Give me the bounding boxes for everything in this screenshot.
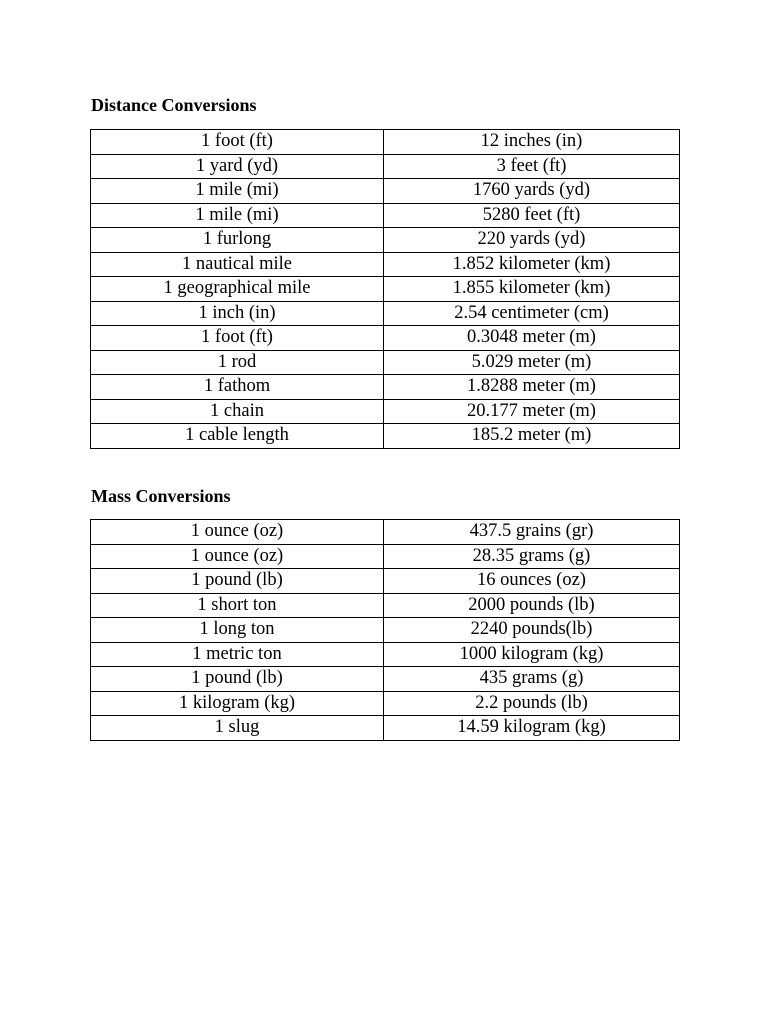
from-unit-cell: 1 pound (lb) <box>91 569 384 594</box>
from-unit-cell: 1 furlong <box>91 228 384 253</box>
from-unit-cell: 1 chain <box>91 399 384 424</box>
table-row <box>91 424 680 449</box>
from-unit-cell: 1 slug <box>91 716 384 741</box>
to-unit-cell: 14.59 kilogram (kg) <box>384 716 680 741</box>
to-unit-cell: 3 feet (ft) <box>384 154 680 179</box>
table-row <box>91 252 680 277</box>
table-row <box>91 716 680 741</box>
table-row <box>91 277 680 302</box>
to-unit-cell: 1760 yards (yd) <box>384 179 680 204</box>
table-row <box>91 544 680 569</box>
to-unit-cell: 2000 pounds (lb) <box>384 593 680 618</box>
table-row <box>91 667 680 692</box>
from-unit-cell: 1 metric ton <box>91 642 384 667</box>
table-row <box>91 130 680 155</box>
table-row <box>91 203 680 228</box>
table-row <box>91 350 680 375</box>
table-row <box>91 301 680 326</box>
to-unit-cell: 1.8288 meter (m) <box>384 375 680 400</box>
from-unit-cell: 1 inch (in) <box>91 301 384 326</box>
from-unit-cell: 1 yard (yd) <box>91 154 384 179</box>
to-unit-cell: 220 yards (yd) <box>384 228 680 253</box>
distance-conversions-heading: Distance Conversions <box>91 95 257 115</box>
table-row <box>91 375 680 400</box>
to-unit-cell: 1.855 kilometer (km) <box>384 277 680 302</box>
from-unit-cell: 1 short ton <box>91 593 384 618</box>
to-unit-cell: 185.2 meter (m) <box>384 424 680 449</box>
to-unit-cell: 20.177 meter (m) <box>384 399 680 424</box>
mass-table-body <box>91 520 680 741</box>
to-unit-cell: 28.35 grams (g) <box>384 544 680 569</box>
to-unit-cell: 1.852 kilometer (km) <box>384 252 680 277</box>
to-unit-cell: 437.5 grains (gr) <box>384 520 680 545</box>
table-row <box>91 326 680 351</box>
table-row <box>91 179 680 204</box>
to-unit-cell: 5280 feet (ft) <box>384 203 680 228</box>
from-unit-cell: 1 geographical mile <box>91 277 384 302</box>
from-unit-cell: 1 mile (mi) <box>91 179 384 204</box>
table-row <box>91 520 680 545</box>
to-unit-cell: 0.3048 meter (m) <box>384 326 680 351</box>
from-unit-cell: 1 foot (ft) <box>91 326 384 351</box>
from-unit-cell: 1 ounce (oz) <box>91 544 384 569</box>
distance-conversions-table <box>90 129 680 449</box>
mass-conversions-heading: Mass Conversions <box>91 486 231 506</box>
to-unit-cell: 2240 pounds(lb) <box>384 618 680 643</box>
from-unit-cell: 1 cable length <box>91 424 384 449</box>
from-unit-cell: 1 long ton <box>91 618 384 643</box>
to-unit-cell: 1000 kilogram (kg) <box>384 642 680 667</box>
from-unit-cell: 1 rod <box>91 350 384 375</box>
table-row <box>91 569 680 594</box>
to-unit-cell: 2.54 centimeter (cm) <box>384 301 680 326</box>
table-row <box>91 593 680 618</box>
to-unit-cell: 5.029 meter (m) <box>384 350 680 375</box>
from-unit-cell: 1 foot (ft) <box>91 130 384 155</box>
table-row <box>91 618 680 643</box>
to-unit-cell: 12 inches (in) <box>384 130 680 155</box>
from-unit-cell: 1 ounce (oz) <box>91 520 384 545</box>
to-unit-cell: 16 ounces (oz) <box>384 569 680 594</box>
from-unit-cell: 1 mile (mi) <box>91 203 384 228</box>
table-row <box>91 691 680 716</box>
distance-table-body <box>91 130 680 449</box>
from-unit-cell: 1 fathom <box>91 375 384 400</box>
from-unit-cell: 1 kilogram (kg) <box>91 691 384 716</box>
to-unit-cell: 435 grams (g) <box>384 667 680 692</box>
from-unit-cell: 1 nautical mile <box>91 252 384 277</box>
table-row <box>91 642 680 667</box>
table-row <box>91 228 680 253</box>
mass-conversions-table <box>90 519 680 741</box>
to-unit-cell: 2.2 pounds (lb) <box>384 691 680 716</box>
from-unit-cell: 1 pound (lb) <box>91 667 384 692</box>
table-row <box>91 399 680 424</box>
table-row <box>91 154 680 179</box>
